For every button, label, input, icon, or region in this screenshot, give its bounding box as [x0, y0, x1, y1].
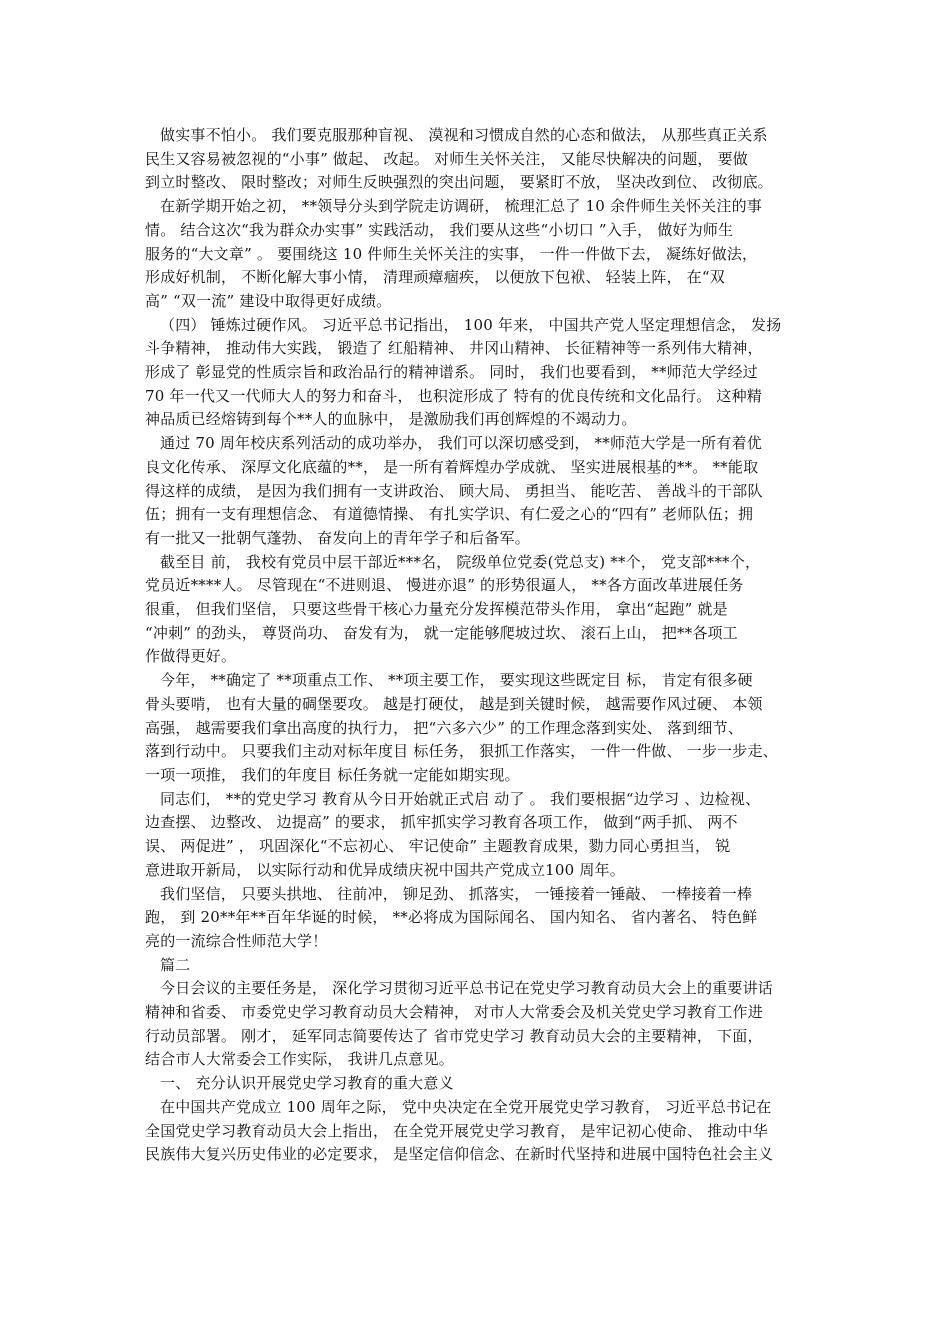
paragraph: 同志们， **的党史学习 教育从今日开始就正式启 动了 。 我们要根据“边学习 、边检视、 边查摆、 边整改、 边提高” 的要求， 抓牢抓实学习教育各项工作， 做到“两手抓、 两不 误、 两促进” ， 巩固深化“不忘初心、 牢记使命” 主题教育成果，勠力同心勇担当， 锐 意进取开新局， 以实际行动和优异成绩庆祝中国共产党成立100 周年。: [145, 789, 761, 879]
section-heading: 篇二: [160, 955, 191, 974]
paragraph: 今年， **确定了 **项重点工作、 **项主要工作， 要实现这些既定目 标， 肯定有很多硬 骨头要啃， 也有大量的碉堡要攻。 越是打硬仗， 越是到关键时候， 越需要作风过硬、 本领 高强， 越需要我们拿出高度的执行力， 把“六多六少” 的工作理念落到实处、 落到细节、 落到行动中。 只要我们主动对标年度目 标任务， 狠抓工作落实， 一件一件做、 一步一步走、 一项一项推， 我们的年度目 标任务就一定能如期实现。: [145, 671, 778, 784]
paragraph: 做实事不怕小。 我们要克服那种盲视、 漠视和习惯成自然的心态和做法， 从那些真正关系 民生又容易被忽视的“小事” 做起、 改起。 对师生关怀关注， 又能尽快解决的问题， 要做 到立时整改、 限时整改；对师生反映强烈的突出问题， 要紧盯不放， 坚决改到位、 改彻底。: [145, 126, 773, 192]
section-heading: 一、 充分认识开展党史学习教育的重大意义: [160, 1074, 454, 1093]
paragraph: 在新学期开始之初， **领导分头到学院走访调研， 梳理汇总了 10 余件师生关怀关注的事 情。 结合这次“我为群众办实事” 实践活动， 我们要从这些“小切口 ”入手， 做好为师生 服务的“大文章” 。 要围绕这 10 件师生关怀关注的实事， 一件一件做下去， 凝练好做法， 形成好机制， 不断化解大事小情， 清理顽瘴痼疾， 以便放下包袱、 轻装上阵， 在“双 高” “双一流” 建设中取得更好成绩。: [145, 197, 762, 310]
paragraph: 截至目 前， 我校有党员中层干部近***名， 院级单位党委(党总支) **个， 党支部***个， 党员近****人。 尽管现在“不进则退、 慢进亦退” 的形势很逼人， **各方面改革进展任务 很重， 但我们坚信， 只要这些骨干核心力量充分发挥模范带头作用， 拿出“起跑” 就是 “冲刺” 的劲头， 尊贤尚功、 奋发有为， 就一定能够爬坡过坎、 滚石上山， 把**各项工 作做得更好。: [145, 552, 761, 666]
paragraph: 通过 70 周年校庆系列活动的成功举办， 我们可以深切感受到， **师范大学是一所有着优 良文化传承、 深厚文化底蕴的**， 是一所有着辉煌办学成就、 坚实进展根基的**。 **能取 得这样的成绩， 是因为我们拥有一支讲政治、 顾大局、 勇担当、 能吃苦、 善战斗的干部队 伍；拥有一支有理想信念、 有道德情操、 有扎实学识、有仁爱之心的“四有” 老师队伍；拥 有一批又一批朝气蓬勃、 奋发向上的青年学子和后备军。: [145, 434, 763, 547]
document-body: [145, 124, 815, 1167]
paragraph: 在中国共产党成立 100 周年之际， 党中央决定在全党开展党史学习教育， 习近平总书记在 全国党史学习教育动员大会上指出， 在全党开展党史学习教育， 是牢记初心使命、 推动中华 民族伟大复兴历史伟业的必定要求， 是坚定信仰信念、在新时代坚持和进展中国特色社会主义: [145, 1097, 774, 1164]
paragraph: （四） 锤炼过硬作风。 习近平总书记指出， 100 年来， 中国共产党人坚定理想信念， 发扬 斗争精神， 推动伟大实践， 锻造了 红船精神、 井冈山精神、 长征精神等一系列伟大精神， 形成了 彰显党的性质宗旨和政治品行的精神谱系。 同时， 我们也要看到， **师范大学经过 70 年一代又一代师大人的努力和奋斗， 也积淀形成了 特有的优良传统和文化品行。 这种精 神品质已经熔铸到每个**人的血脉中， 是激励我们再创辉煌的不竭动力。: [145, 315, 782, 429]
paragraph: 我们坚信， 只要头拱地、 往前冲， 铆足劲、 抓落实， 一锤接着一锤敲、 一棒接着一棒 跑， 到 20**年**百年华诞的时候， **必将成为国际闻名、 国内知名、 省内著名、 特色鲜 亮的一流综合性师范大学！: [145, 884, 758, 950]
paragraph: 今日会议的主要任务是， 深化学习贯彻习近平总书记在党史学习教育动员大会上的重要讲话 精神和省委、 市委党史学习教育动员大会精神， 对市人大常委会及机关党史学习教育工作进 行动员部署。 刚才， 延军同志简要传达了 省市党史学习 教育动员大会的主要精神， 下面， 结合市人大常委会工作实际， 我讲几点意见。: [145, 979, 773, 1069]
